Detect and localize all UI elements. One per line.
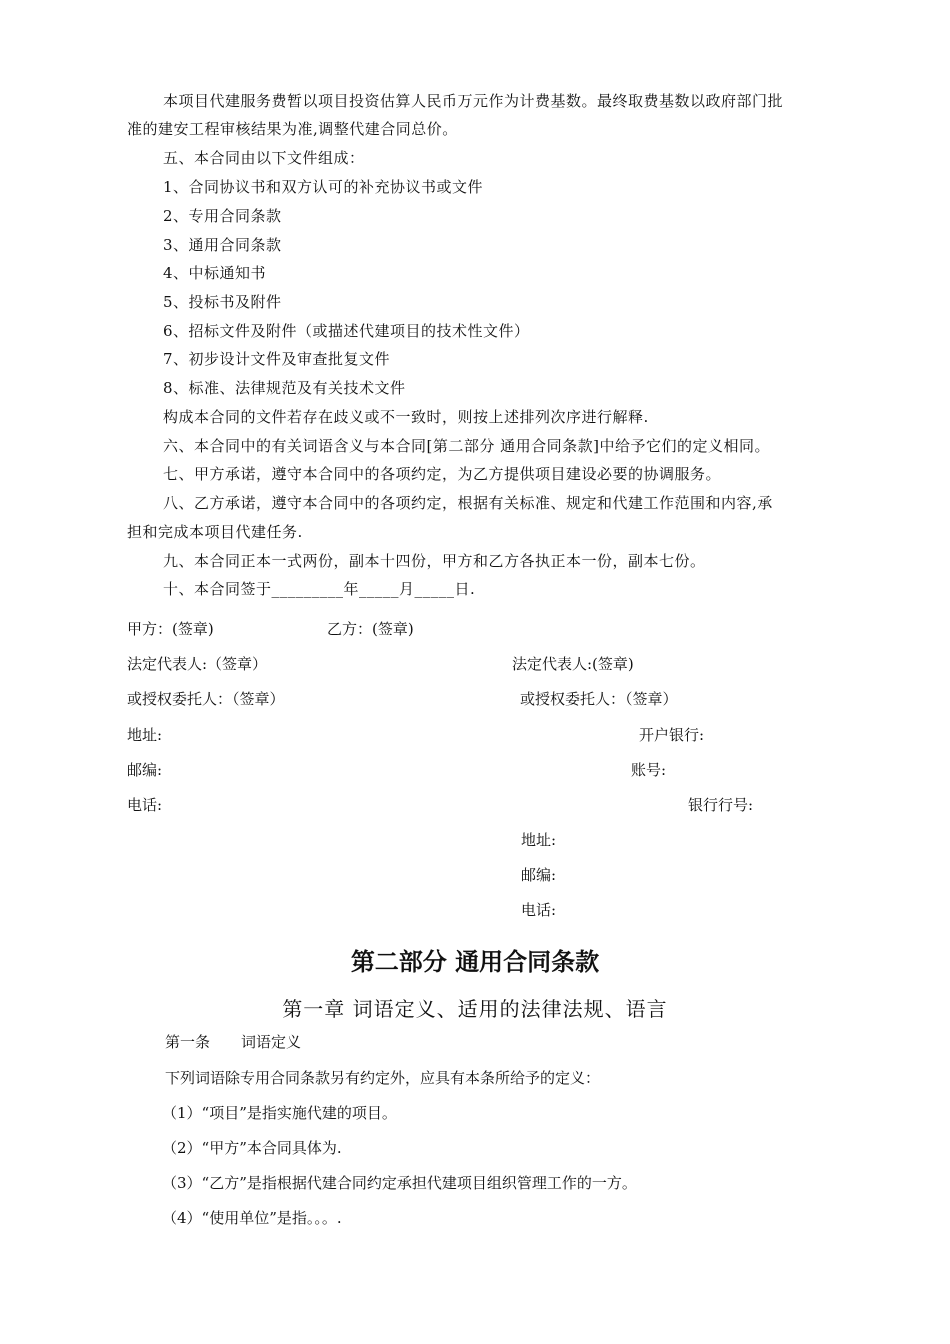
definition-item: （3）“乙方”是指根据代建合同约定承担代建项目组织管理工作的一方。 (162, 1174, 637, 1192)
document-list-item: 7、初步设计文件及审查批复文件 (163, 350, 391, 368)
definition-item: （4）“使用单位”是指。。。. (162, 1209, 342, 1227)
party-b-legal-representative: 法定代表人:(签章) (512, 655, 634, 673)
fee-paragraph-line-1: 本项目代建服务费暂以项目投资估算人民币万元作为计费基数。最终取费基数以政府部门批 (163, 92, 784, 110)
part-two-title: 第二部分 通用合同条款 (350, 948, 600, 976)
clause-9: 九、本合同正本一式两份，副本十四份，甲方和乙方各执正本一份，副本七份。 (163, 552, 706, 570)
bank-code: 银行行号: (688, 796, 754, 814)
document-list-item: 4、中标通知书 (163, 264, 267, 282)
party-b-postcode: 邮编: (521, 866, 557, 884)
party-a-signature: 甲方：(签章) (127, 620, 214, 638)
clause-8-line-2: 担和完成本项目代建任务. (127, 523, 303, 541)
party-b-signature: 乙方：(签章) (327, 620, 414, 638)
definition-item: （2）“甲方”本合同具体为. (162, 1139, 342, 1157)
article-number: 第一条 (165, 1033, 211, 1051)
party-b-phone: 电话: (521, 901, 557, 919)
clause-7: 七、甲方承诺，遵守本合同中的各项约定，为乙方提供项目建设必要的协调服务。 (163, 465, 722, 483)
document-list-item: 2、专用合同条款 (163, 207, 282, 225)
order-of-precedence-note: 构成本合同的文件若存在歧义或不一致时，则按上述排列次序进行解释. (163, 408, 649, 426)
document-list-item: 8、标准、法律规范及有关技术文件 (163, 379, 406, 397)
article-title: 词语定义 (241, 1033, 302, 1051)
account-number: 账号: (631, 761, 667, 779)
clause-10-signing-date: 十、本合同签于_________年_____月_____日. (163, 580, 476, 598)
definitions-intro: 下列词语除专用合同条款另有约定外，应具有本条所给予的定义： (165, 1069, 601, 1087)
clause-5-heading: 五、本合同由以下文件组成： (163, 149, 365, 167)
party-a-phone: 电话: (127, 796, 163, 814)
party-b-authorized-agent: 或授权委托人：（签章） (520, 690, 678, 708)
party-a-authorized-agent: 或授权委托人：（签章） (127, 690, 285, 708)
party-a-postcode: 邮编: (127, 761, 163, 779)
document-list-item: 5、投标书及附件 (163, 293, 282, 311)
document-list-item: 6、招标文件及附件（或描述代建项目的技术性文件） (163, 322, 530, 340)
clause-8-line-1: 八、乙方承诺，遵守本合同中的各项约定，根据有关标准、规定和代建工作范围和内容,承 (163, 494, 773, 512)
party-b-address: 地址: (521, 831, 557, 849)
fee-paragraph-line-2: 准的建安工程审核结果为准,调整代建合同总价。 (127, 120, 458, 138)
document-list-item: 1、合同协议书和双方认可的补充协议书或文件 (163, 178, 484, 196)
clause-6: 六、本合同中的有关词语含义与本合同[第二部分 通用合同条款]中给予它们的定义相同。 (163, 437, 770, 455)
definition-item: （1）“项目”是指实施代建的项目。 (162, 1104, 397, 1122)
opening-bank: 开户银行: (639, 726, 705, 744)
party-a-address: 地址: (127, 726, 163, 744)
party-a-legal-representative: 法定代表人:（签章） (127, 655, 268, 673)
chapter-one-title: 第一章 词语定义、适用的法律法规、语言 (282, 997, 668, 1021)
document-list-item: 3、通用合同条款 (163, 236, 282, 254)
